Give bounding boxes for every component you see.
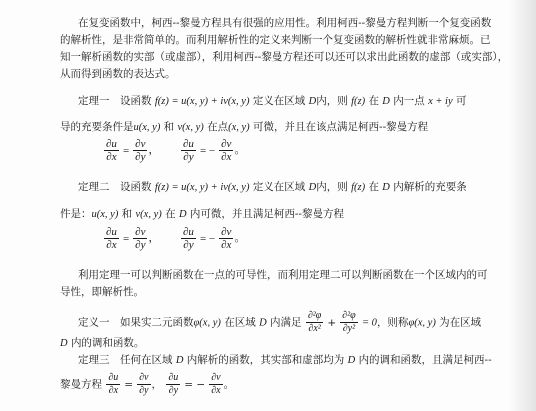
cauchy-riemann-equation-1: $\frac{\partial u}{\partial x}$ = $\frac{\partial v}{\partial y}$ ， <box>106 138 160 163</box>
theorem-1-line-1: 定理一 设函数 f(z) = u(x, y) + iv(x, y) 定义在区域 D内，则 f(z) 在 D 内一点 x + iy 可 <box>78 95 467 107</box>
cauchy-riemann-equation-3: $\frac{\partial u}{\partial x}$ = $\frac{\partial v}{\partial y}$ ， <box>106 226 160 251</box>
remark-line-2: 导性，即解析性。 <box>60 286 144 298</box>
theorem-3-line-1: 定理三 任何在区域 D 内解析的函数，其实部和虚部均为 D 内的调和函数，且满足柯西-- <box>78 354 492 366</box>
definition-1-line-1: 定义一 如果实二元函数φ(x, y) 在区域 D 内满足 $\frac{\text{∂²φ}}{\text{∂x²}}$ + $\frac{\text{∂²φ}}{\text{∂y²}}$ = 0，则称φ(x, y) 为在区域 <box>78 310 482 334</box>
page-edge-shadow <box>508 0 536 411</box>
theorem-2-line-1: 定理二 设函数 f(z) = u(x, y) + iv(x, y) 定义在区域 D内，则 f(z) 在 D 内解析的充要条 <box>78 181 467 193</box>
intro-line-3: 知一解析函数的实部（或虚部），利用柯西--黎曼方程还可以还可以求出此函数的虚部（或实部）， <box>60 51 509 63</box>
intro-line-1: 在复变函数中，柯西--黎曼方程具有很强的应用性。利用柯西--黎曼方程判断一个复变函数 <box>78 17 492 29</box>
theorem-2-line-2: 件是：u(x, y) 和 v(x, y) 在 D 内可微，并且满足柯西--黎曼方程 <box>60 208 344 220</box>
theorem-1-line-2: 导的充要条件是u(x, y) 和 v(x, y) 在点(x, y) 可微，并且在该点满足柯西--黎曼方程 <box>60 121 429 133</box>
cauchy-riemann-equation-2: $\frac{\partial u}{\partial y}$ = − $\frac{\partial v}{\partial x}$ 。 <box>183 138 246 163</box>
remark-line-1: 利用定理一可以判断函数在一点的可导性，而利用定理二可以判断函数在一个区域内的可 <box>78 269 488 281</box>
cauchy-riemann-equation-4: $\frac{\partial u}{\partial y}$ = − $\frac{\partial v}{\partial x}$ 。 <box>183 226 246 251</box>
intro-line-2: 的解析性，是非常简单的。而利用解析性的定义来判断一个复变函数的解析性就非常麻烦。已 <box>60 34 491 46</box>
definition-1-line-2: D 内的调和函数。 <box>60 337 145 349</box>
theorem-3-line-2: 黎曼方程 $\frac{\partial u}{\partial x}$ = $\frac{\partial v}{\partial y}$ ， $\frac{\partial u}{\partial y}$ = − $\frac{\partial v}{\partial x}$ 。 <box>60 372 235 396</box>
intro-line-4: 从而得到函数的表达式。 <box>60 68 176 80</box>
